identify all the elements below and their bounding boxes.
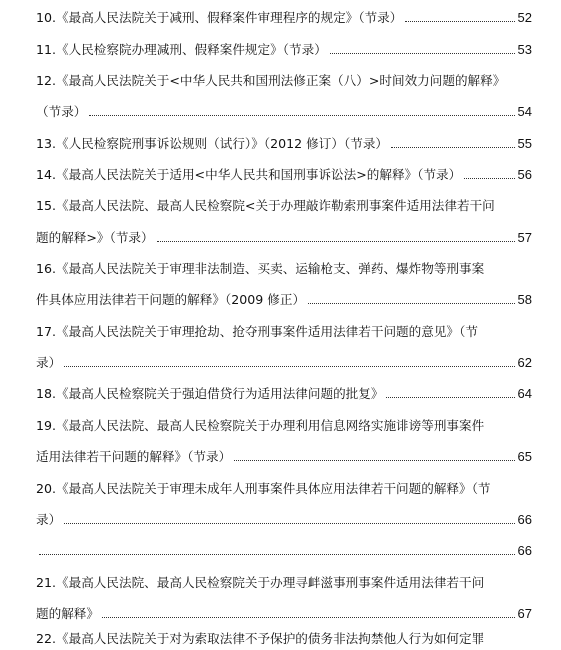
toc-entry-18[interactable] — [36, 384, 532, 404]
dot-leader — [39, 553, 515, 555]
toc-page-number: 56 — [517, 167, 532, 182]
toc-entry-15-line-2[interactable] — [36, 228, 532, 248]
toc-entry-20-line-2[interactable] — [36, 510, 532, 530]
toc-entry-16-line-2[interactable] — [36, 290, 532, 310]
toc-page-number: 57 — [517, 230, 532, 245]
toc-entry-20-line-1[interactable] — [36, 479, 532, 499]
toc-entry-12-line-1[interactable] — [36, 71, 532, 91]
toc-page-number: 54 — [517, 104, 532, 119]
toc-entry-text: 11.《人民检察院办理减刑、假释案件规定》（节录） — [36, 42, 327, 57]
toc-entry-text: 15.《最高人民法院、最高人民检察院<关于办理敲诈勒索刑事案件适用法律若干问 — [36, 198, 495, 213]
dot-leader — [157, 240, 515, 242]
toc-entry-text: 16.《最高人民法院关于审理非法制造、买卖、运输枪支、弹药、爆炸物等刑事案 — [36, 261, 485, 276]
dot-leader — [64, 522, 514, 524]
toc-entry-17-line-2[interactable] — [36, 353, 532, 373]
toc-entry-text: 22.《最高人民法院关于对为索取法律不予保护的债务非法拘禁他人行为如何定罪 — [36, 631, 485, 646]
toc-entry-text: （节录） — [36, 104, 87, 119]
dot-leader — [330, 52, 515, 54]
toc-entry-text: 20.《最高人民法院关于审理未成年人刑事案件具体应用法律若干问题的解释》（节 — [36, 481, 491, 496]
toc-entry-text: 录） — [36, 355, 62, 370]
toc-entry-17-line-1[interactable] — [36, 322, 532, 342]
toc-entry-11[interactable] — [36, 40, 532, 60]
toc-entry-12-line-2[interactable] — [36, 102, 532, 122]
toc-entry-text: 10.《最高人民法院关于减刑、假释案件审理程序的规定》（节录） — [36, 10, 403, 25]
toc-entry-text: 题的解释>》（节录） — [36, 230, 154, 245]
toc-page-number: 66 — [517, 512, 532, 527]
toc-entry-text: 19.《最高人民法院、最高人民检察院关于办理利用信息网络实施诽谤等刑事案件 — [36, 418, 485, 433]
toc-entry-19-line-1[interactable] — [36, 416, 532, 436]
dot-leader — [102, 616, 515, 618]
dot-leader — [308, 302, 514, 304]
toc-entry-text: 14.《最高人民法院关于适用<中华人民共和国刑事诉讼法>的解释》（节录） — [36, 167, 462, 182]
toc-entry-text: 17.《最高人民法院关于审理抢劫、抢夺刑事案件适用法律若干问题的意见》（节 — [36, 324, 478, 339]
dot-leader — [405, 20, 514, 22]
toc-page-number: 52 — [517, 10, 532, 25]
toc-page-number: 58 — [517, 292, 532, 307]
toc-page-number: 64 — [517, 386, 532, 401]
toc-page-number: 67 — [517, 606, 532, 621]
dot-leader — [391, 146, 515, 148]
toc-entry-text: 12.《最高人民法院关于<中华人民共和国刑法修正案（八）>时间效力问题的解释》 — [36, 73, 506, 88]
toc-entry-16-line-1[interactable] — [36, 259, 532, 279]
toc-page-number: 66 — [517, 543, 532, 558]
toc-entry-text: 21.《最高人民法院、最高人民检察院关于办理寻衅滋事刑事案件适用法律若干问 — [36, 575, 485, 590]
toc-entry-13[interactable] — [36, 134, 532, 154]
dot-leader — [64, 365, 514, 367]
toc-entry-10[interactable] — [36, 8, 532, 28]
dot-leader — [89, 114, 514, 116]
dot-leader — [234, 459, 514, 461]
toc-entry-text: 录） — [36, 512, 62, 527]
toc-page-number: 62 — [517, 355, 532, 370]
toc-entry-21-line-1[interactable] — [36, 573, 532, 593]
toc-entry-blank[interactable] — [36, 541, 532, 561]
toc-page-number: 53 — [517, 42, 532, 57]
toc-entry-14[interactable] — [36, 165, 532, 185]
toc-entry-text: 13.《人民检察院刑事诉讼规则（试行）》（2012 修订）（节录） — [36, 136, 389, 151]
toc-entry-text: 件具体应用法律若干问题的解释》（2009 修正） — [36, 292, 306, 307]
toc-page-number: 65 — [517, 449, 532, 464]
toc-entry-19-line-2[interactable] — [36, 447, 532, 467]
toc-entry-text: 题的解释》 — [36, 606, 99, 621]
toc-entry-text: 18.《最高人民检察院关于强迫借贷行为适用法律问题的批复》 — [36, 386, 384, 401]
dot-leader — [464, 177, 514, 179]
toc-entry-text: 适用法律若干问题的解释》（节录） — [36, 449, 232, 464]
toc-entry-15-line-1[interactable] — [36, 196, 532, 216]
toc-page-number: 55 — [517, 136, 532, 151]
toc-entry-22-line-1[interactable] — [36, 629, 532, 649]
dot-leader — [386, 396, 514, 398]
toc-entry-21-line-2[interactable] — [36, 604, 532, 624]
